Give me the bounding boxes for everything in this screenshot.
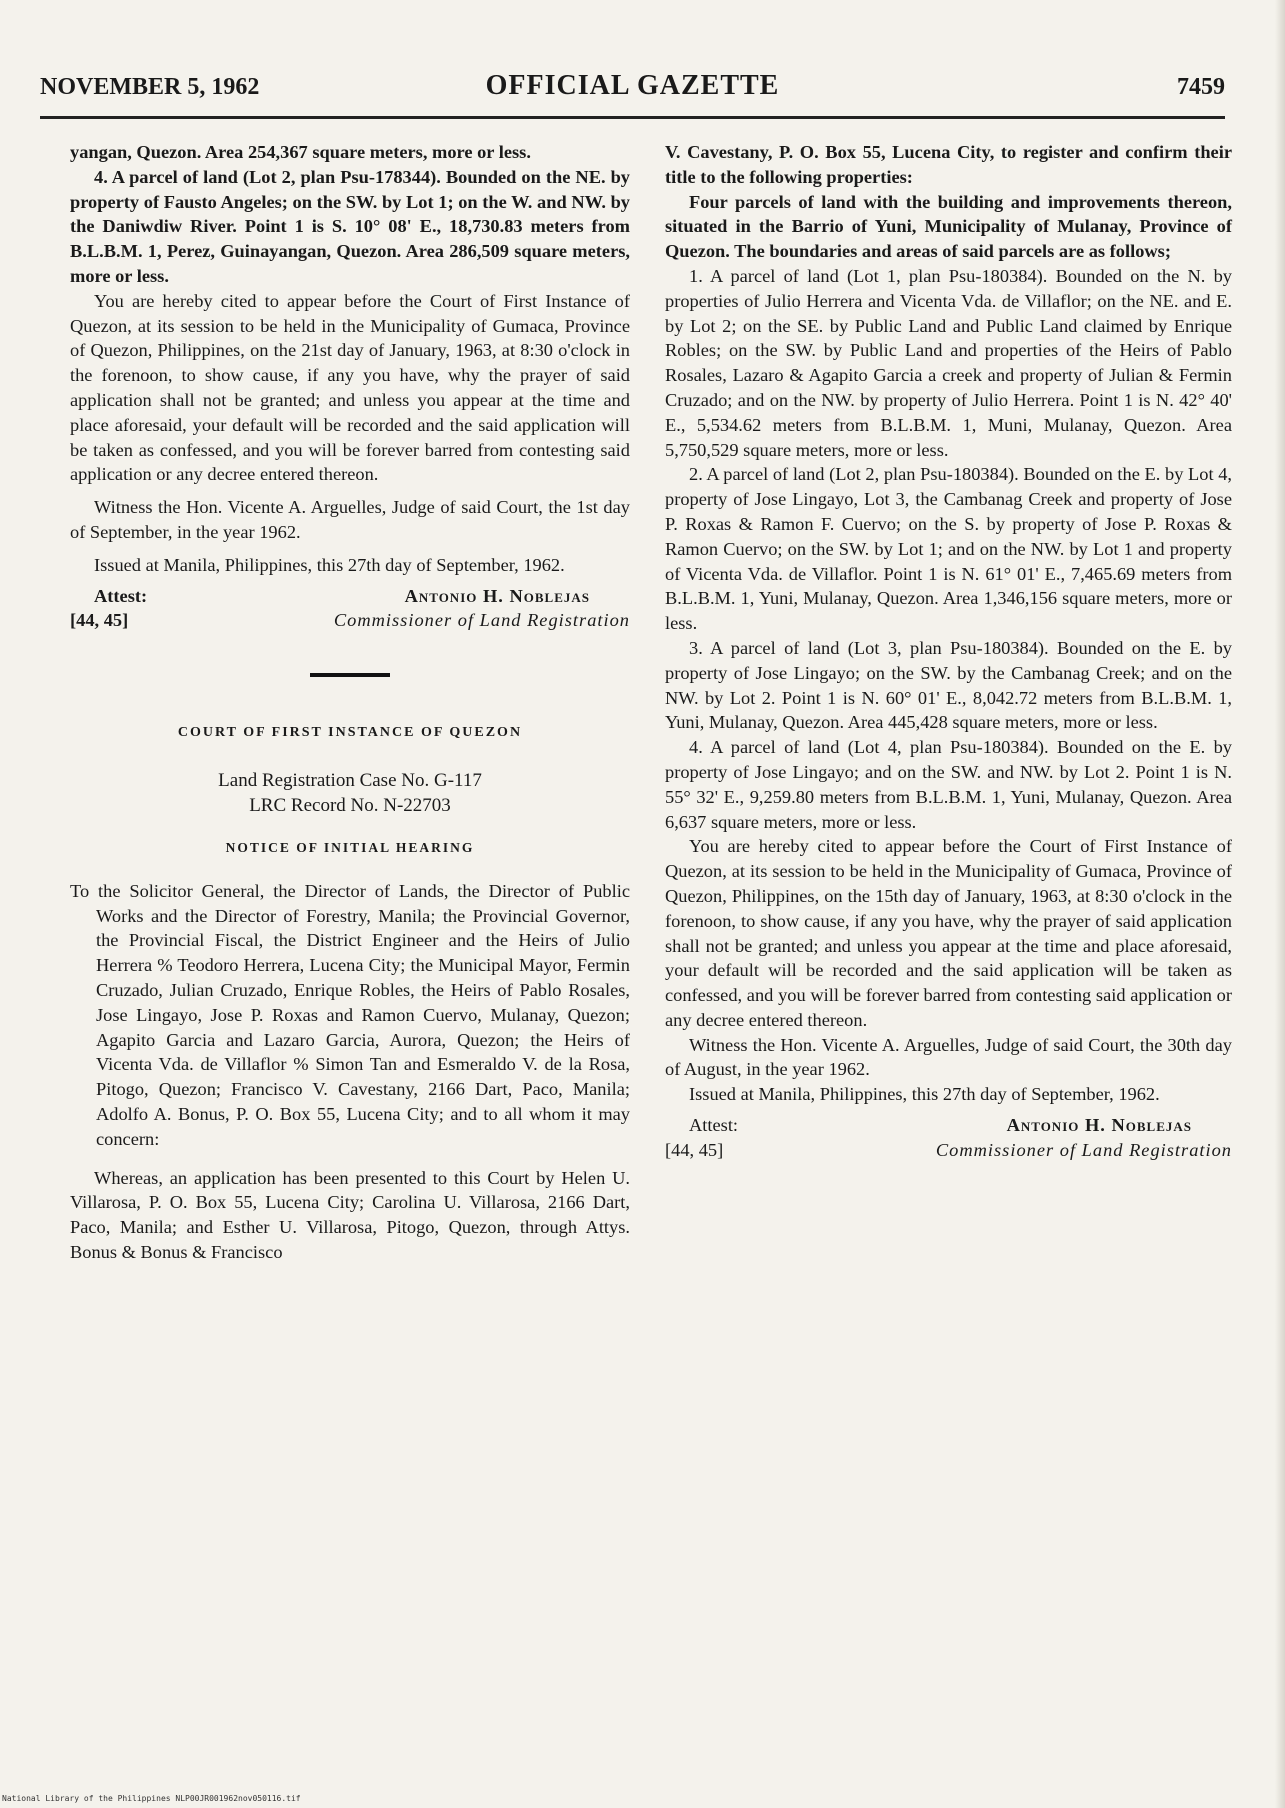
page-header bbox=[40, 70, 1225, 110]
paragraph: Issued at Manila, Philippines, this 27th day of September, 1962. bbox=[94, 554, 565, 575]
addressees: To the Solicitor General, the Director of Lands, the Director of Public Works and the Director of Forestry, Manila; the Provincial Governor, the Provincial Fiscal, the District Engineer and the Heirs of Julio Herrera % Teodoro Herrera, Lucena City; the Municipal Mayor, Fermin Cruzado, Julian Cruzado, Enrique Robles, the Heirs of Pablo Rosales, Jose Lingayo, Jose P. Roxas and Ramon Cuervo, Mulanay, Quezon; Agapito Garcia and Lazaro Garcia, Aurora, Quezon; the Heirs of Vicenta Vda. de Villaflor % Simon Tan and Esmeraldo V. de la Rosa, Pitogo, Quezon; Francisco V. Cavestany, 2166 Dart, Paco, Manila; Adolfo A. Bonus, P. O. Box 55, Lucena City; and to all whom it may concern: bbox=[70, 880, 630, 1149]
attest-block bbox=[70, 584, 630, 609]
paragraph: You are hereby cited to appear before the Court of First Instance of Quezon, at its session to be held in the Municipality of Gumaca, Province of Quezon, Philippines, on the 21st day of January, 1963, at 8:30 o'clock in the forenoon, to show cause, if any you have, why the prayer of said application shall not be granted; and unless you appear at the time and place aforesaid, your default will be recorded and the said application will be taken as confessed, and you will be forever barred from contesting said application or any decree entered thereon. bbox=[70, 290, 630, 485]
paragraph: 1. A parcel of land (Lot 1, plan Psu-180384). Bounded on the N. by properties of Julio Herrera and Vicenta Vda. de Villaflor; on the NE. and E. by Lot 2; on the SE. by Public Land and Public Land claimed by Enrique Robles; on the SW. by Public Land and properties of the Heirs of Pablo Rosales, Lazaro & Agapito Garcia a creek and property of Julian & Fermin Cruzado; and on the NW. by property of Julio Herrera. Point 1 is N. 42° 40' E., 5,534.62 meters from B.L.B.M. 1, Muni, Mulanay, Quezon. Area 5,750,529 square meters, more or less. bbox=[665, 265, 1232, 460]
paragraph: Issued at Manila, Philippines, this 27th day of September, 1962. bbox=[689, 1084, 1160, 1105]
paragraph: Four parcels of land with the building and improvements thereon, situated in the Barrio of Yuni, Municipality of Mulanay, Province of Quezon. The boundaries and areas of said parcels are as follows; bbox=[665, 191, 1232, 262]
attest-block bbox=[665, 1113, 1232, 1138]
paragraph: 4. A parcel of land (Lot 2, plan Psu-178344). Bounded on the NE. by property of Fausto Angeles; on the SW. by Lot 1; on the W. and NW. by the Daniwdiw River. Point 1 is S. 10° 08' E., 18,730.83 meters from B.L.B.M. 1, Perez, Guinayangan, Quezon. Area 286,509 square meters, more or less. bbox=[70, 166, 630, 286]
paragraph: 4. A parcel of land (Lot 4, plan Psu-180384). Bounded on the E. by property of Jose Lingayo; and on the SW. and NW. by Lot 2. Point 1 is N. 55° 32' E., 9,259.80 meters from B.L.B.M. 1, Yuni, Mulanay, Quezon. Area 6,637 square meters, more or less. bbox=[665, 737, 1232, 832]
paragraph: Witness the Hon. Vicente A. Arguelles, Judge of said Court, the 30th day of August, in the year 1962. bbox=[665, 1034, 1232, 1080]
page-number: 7459 bbox=[1177, 74, 1225, 100]
court-heading: COURT OF FIRST INSTANCE OF QUEZON bbox=[177, 725, 523, 741]
attest-title-row bbox=[70, 608, 630, 633]
signatory-title: Commissioner of Land Registration bbox=[333, 610, 630, 631]
paragraph: You are hereby cited to appear before the Court of First Instance of Quezon, at its session to be held in the Municipality of Gumaca, Province of Quezon, Philippines, on the 15th day of January, 1963, at 8:30 o'clock in the forenoon, to show cause, if any you have, why the prayer of said application shall not be granted; and unless you appear at the time and place aforesaid, your default will be recorded and the said application will be taken as confessed, and you will be forever barred from contesting said application or any decree entered thereon. bbox=[665, 836, 1232, 1030]
publication-title: OFFICIAL GAZETTE bbox=[485, 70, 780, 101]
paragraph: 2. A parcel of land (Lot 2, plan Psu-180384). Bounded on the E. by Lot 4, property of Jose Lingayo, Lot 3, the Cambanag Creek and property of Jose P. Roxas & Ramon F. Cuervo; on the S. by property of Jose P. Roxas & Ramon Cuervo; on the SW. by Lot 1; and on the NW. by Lot 1 and property of Vicenta Vda. de Villaflor. Point 1 is N. 61° 01' E., 7,465.69 meters from B.L.B.M. 1, Yuni, Mulanay, Quezon. Area 1,346,156 square meters, more or less. bbox=[665, 464, 1232, 634]
scan-credit: National Library of the Philippines NLP00JR001962nov050116.tif bbox=[2, 1794, 301, 1803]
issue-reference: [44, 45] bbox=[665, 1139, 724, 1160]
paragraph: 3. A parcel of land (Lot 3, plan Psu-180384). Bounded on the E. by property of Jose Lingayo; on the SW. by the Cambanag Creek; and on the NW. by Lot 2. Point 1 is N. 60° 01' E., 8,042.72 meters from B.L.B.M. 1, Yuni, Mulanay, Quezon. Area 445,428 square meters, more or less. bbox=[665, 637, 1232, 733]
attest-label: Attest: bbox=[689, 1115, 739, 1136]
issue-reference: [44, 45] bbox=[70, 610, 129, 631]
header-rule bbox=[40, 116, 1225, 119]
case-number: Land Registration Case No. G-117 bbox=[218, 769, 482, 791]
signatory-title: Commissioner of Land Registration bbox=[935, 1139, 1232, 1160]
attest-title-row bbox=[665, 1138, 1232, 1163]
scan-edge-shadow bbox=[1275, 0, 1285, 1808]
paragraph: V. Cavestany, P. O. Box 55, Lucena City, to register and confirm their title to the following properties: bbox=[665, 142, 1232, 187]
paragraph: Whereas, an application has been presented to this Court by Helen U. Villarosa, P. O. Box 55, Lucena City; Carolina U. Villarosa, 2166 Dart, Paco, Manila; and Esther U. Villarosa, Pitogo, Quezon, through Attys. Bonus & Bonus & Francisco bbox=[70, 1167, 630, 1262]
paragraph: yangan, Quezon. Area 254,367 square meters, more or less. bbox=[70, 142, 531, 162]
notice-heading: NOTICE OF INITIAL HEARING bbox=[225, 839, 475, 855]
attest-label: Attest: bbox=[94, 585, 148, 606]
record-number: LRC Record No. N-22703 bbox=[249, 794, 451, 816]
signatory-name: Antonio H. Noblejas bbox=[404, 585, 590, 606]
left-column bbox=[70, 140, 630, 1265]
paragraph: Witness the Hon. Vicente A. Arguelles, Judge of said Court, the 1st day of September, in the year 1962. bbox=[70, 497, 630, 542]
section-divider bbox=[310, 673, 390, 677]
signatory-name: Antonio H. Noblejas bbox=[1006, 1115, 1192, 1136]
issue-date: NOVEMBER 5, 1962 bbox=[40, 74, 260, 100]
right-column bbox=[665, 140, 1232, 1163]
